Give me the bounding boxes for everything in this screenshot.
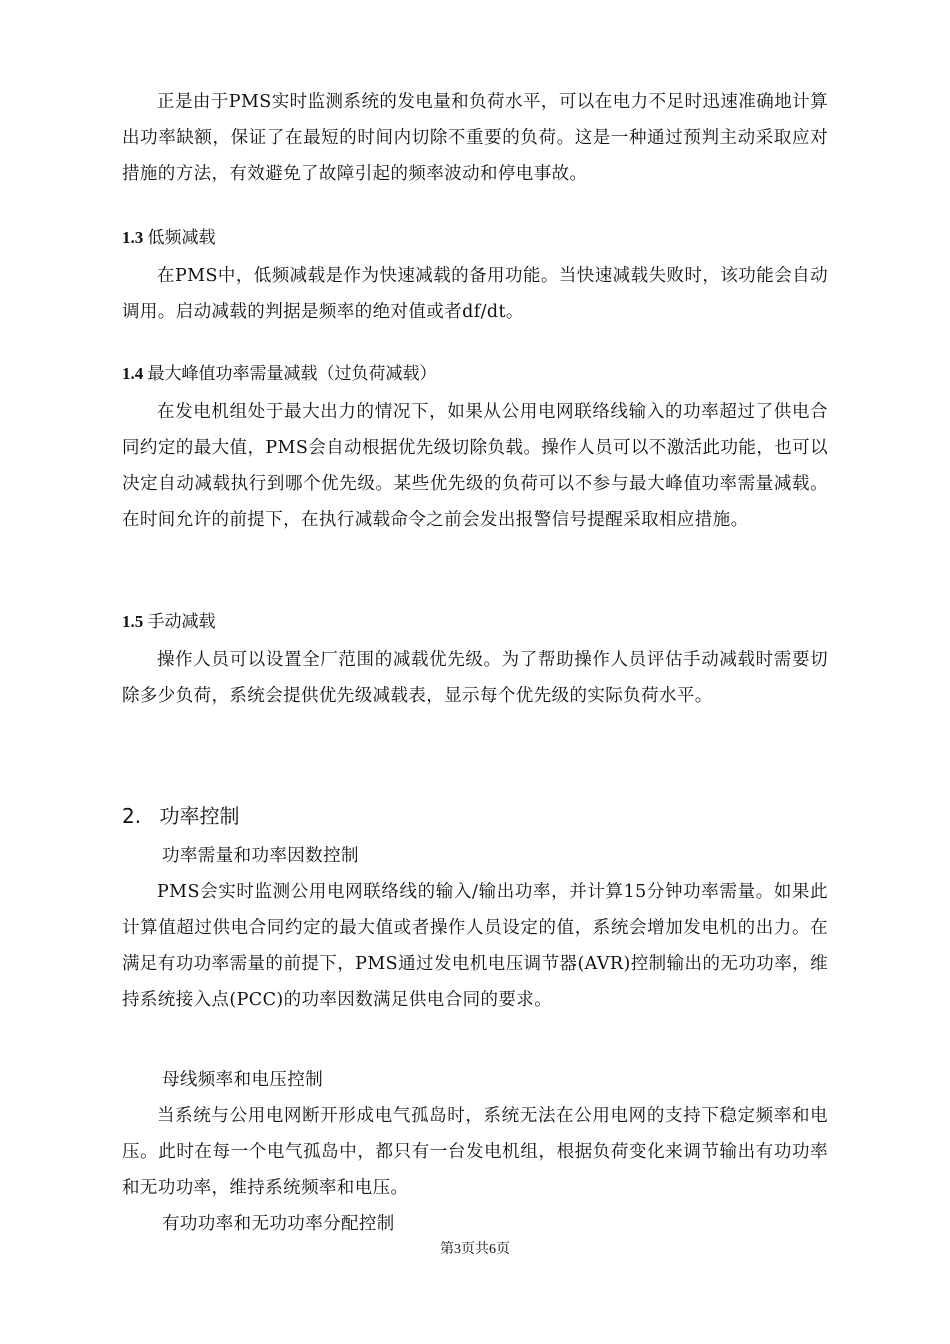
- page-footer: 第3页共6页: [440, 1242, 510, 1257]
- paragraph-1-5: 操作人员可以设置全厂范围的减载优先级。为了帮助操作人员评估手动减载时需要切除多少负荷，系统会提供优先级减载表，显示每个优先级的实际负荷水平。: [122, 650, 828, 706]
- heading-1-5: [122, 610, 216, 634]
- subheading-power-demand: 功率需量和功率因数控制: [162, 846, 359, 866]
- heading-number: 1.4: [122, 364, 144, 383]
- subheading-bus-frequency: 母线频率和电压控制: [162, 1070, 324, 1090]
- heading-title: 功率控制: [159, 804, 240, 828]
- heading-number: 2.: [122, 804, 142, 828]
- subheading-power-sharing: 有功功率和无功功率分配控制: [162, 1214, 395, 1234]
- heading-2: [122, 802, 239, 830]
- paragraph-power-demand: PMS会实时监测公用电网联络线的输入/输出功率，并计算15分钟功率需量。如果此计算值超过供电合同约定的最大值或者操作人员设定的值，系统会增加发电机的出力。在满足有功功率需量的前提下，PMS通过发电机电压调节器(AVR)控制输出的无功功率，维持系统接入点(PCC)的功率因数满足供电合同的要求。: [122, 882, 828, 1010]
- heading-number: 1.5: [122, 612, 144, 631]
- heading-1-4: [122, 362, 437, 386]
- paragraph-bus-frequency: 当系统与公用电网断开形成电气孤岛时，系统无法在公用电网的支持下稳定频率和电压。此时在每一个电气孤岛中，都只有一台发电机组，根据负荷变化来调节输出有功功率和无功功率，维持系统频率和电压。: [122, 1106, 828, 1198]
- paragraph-1-3: 在PMS中，低频减载是作为快速减载的备用功能。当快速减载失败时，该功能会自动调用。启动减载的判据是频率的绝对值或者df/dt。: [122, 266, 828, 322]
- paragraph-intro: 正是由于PMS实时监测系统的发电量和负荷水平，可以在电力不足时迅速准确地计算出功率缺额，保证了在最短的时间内切除不重要的负荷。这是一种通过预判主动采取应对措施的方法，有效避免了故障引起的频率波动和停电事故。: [122, 92, 828, 184]
- paragraph-1-4: 在发电机组处于最大出力的情况下，如果从公用电网联络线输入的功率超过了供电合同约定的最大值，PMS会自动根据优先级切除负载。操作人员可以不激活此功能，也可以决定自动减载执行到哪个优先级。某些优先级的负荷可以不参与最大峰值功率需量减载。在时间允许的前提下，在执行减载命令之前会发出报警信号提醒采取相应措施。: [122, 402, 828, 530]
- heading-1-3: [122, 226, 216, 250]
- heading-title: 最大峰值功率需量减载（过负荷减载）: [147, 364, 437, 383]
- heading-title: 手动减载: [147, 612, 216, 631]
- heading-title: 低频减载: [147, 228, 216, 247]
- heading-number: 1.3: [122, 228, 144, 247]
